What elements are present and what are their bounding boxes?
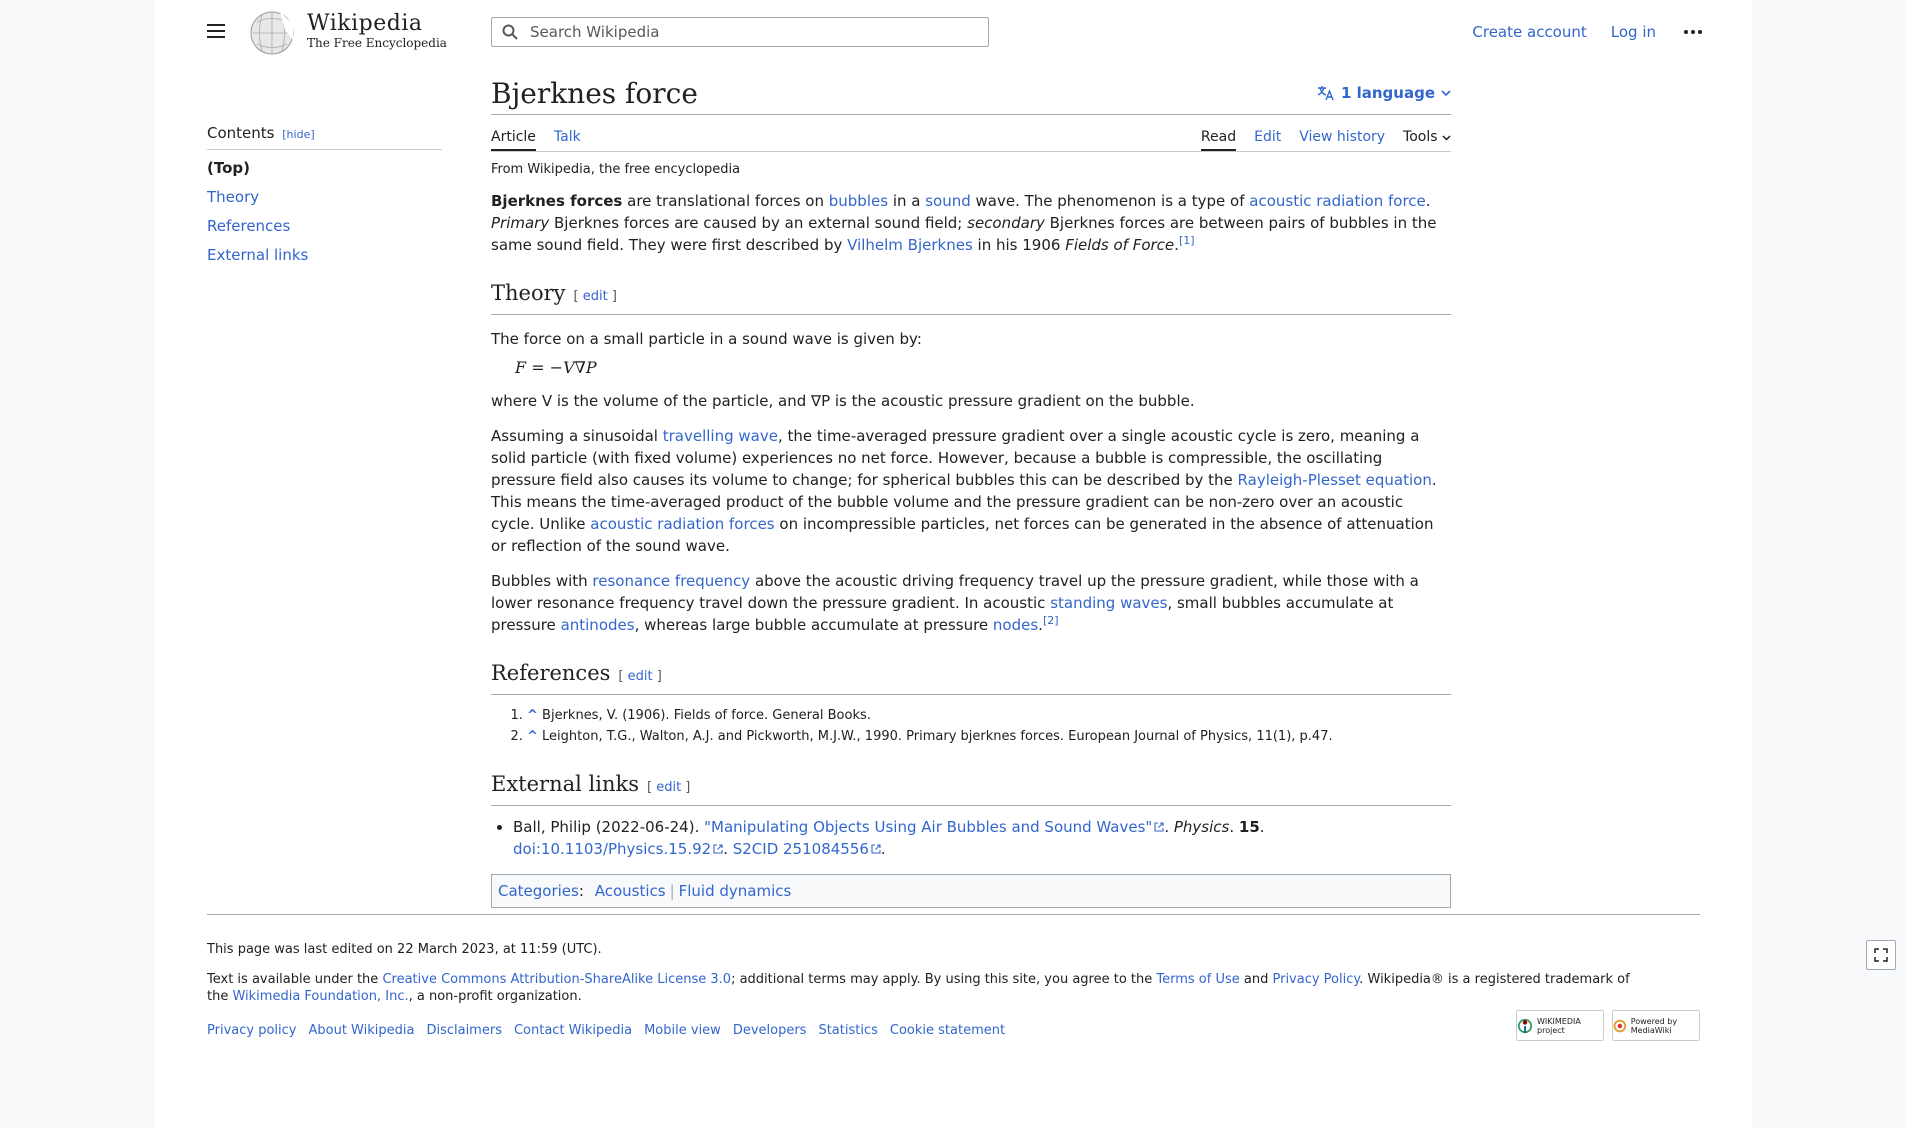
reference-text: Bjerknes, V. (1906). Fields of force. General Books. (542, 708, 871, 723)
text: . (880, 840, 886, 858)
article-content (491, 74, 1451, 908)
tools-menu[interactable] (1403, 115, 1451, 151)
footer-badges (1516, 1010, 1700, 1041)
footer-statistics[interactable]: Statistics (818, 1023, 878, 1038)
link-doi[interactable] (513, 840, 723, 858)
italic-text: secondary (967, 214, 1045, 232)
text: . This means the time-averaged product of the bubble volume and the pressure gradient can be non-zero over an acoustic cycle. Unlike (491, 471, 1437, 533)
text: Bjerknes forces are between pairs of bubbles in the same sound field. They were first described by (491, 214, 1437, 254)
footer-privacy-policy[interactable]: Privacy policy (207, 1023, 297, 1038)
link-cc-license[interactable]: Creative Commons Attribution-ShareAlike License 3.0 (382, 972, 732, 987)
tab-article[interactable]: Article (491, 115, 536, 151)
text: wave. The phenomenon is a type of (970, 192, 1250, 210)
external-link-icon (713, 844, 723, 854)
text: in a (888, 192, 926, 210)
footer (207, 914, 1700, 1038)
divider: | (669, 882, 675, 900)
footer-developers[interactable]: Developers (732, 1023, 807, 1038)
external-links-list (491, 816, 1451, 860)
chevron-down-icon (1441, 90, 1451, 97)
page-title: Bjerknes force (491, 77, 698, 110)
text: . (1259, 818, 1265, 836)
toc-item-external-links[interactable]: External links (207, 246, 309, 264)
list-item (513, 816, 1451, 860)
theory-paragraph-4 (491, 570, 1451, 636)
text: . (1425, 192, 1431, 210)
wordmark-tagline: The Free Encyclopedia (307, 36, 447, 50)
footer-cookie-statement[interactable]: Cookie statement (889, 1023, 1006, 1038)
backlink-caret[interactable]: ^ (527, 729, 538, 744)
page (155, 0, 1752, 1128)
wikimedia-badge-text: WIKIMEDIA project (1537, 1016, 1581, 1035)
text: . (1038, 616, 1043, 634)
toc-header (207, 124, 442, 150)
citation-1[interactable]: [1] (1178, 234, 1195, 247)
text: Ball, Philip (2022-06-24). (513, 818, 705, 836)
heading-text: External links (491, 772, 639, 796)
heading-text: References (491, 661, 611, 685)
reference-text: Leighton, T.G., Walton, A.J. and Pickworth, M.J.W., 1990. Primary bjerknes forces. European Journal of Physics, 11(1), p.47. (542, 729, 1333, 744)
text: . Wikipedia® is a registered trademark of the (207, 972, 1630, 1004)
section-heading-theory (491, 278, 1451, 315)
tab-talk[interactable]: Talk (553, 129, 581, 145)
footer-contact[interactable]: Contact Wikipedia (513, 1023, 633, 1038)
theory-paragraph-1: The force on a small particle in a sound wave is given by: (491, 330, 922, 348)
link-text: S2CID 251084556 (732, 840, 869, 858)
bold-term: Bjerknes forces (491, 192, 623, 210)
toc-hide-link[interactable]: [hide] (282, 128, 315, 141)
language-count: 1 language (1340, 84, 1435, 102)
site-subtitle: From Wikipedia, the free encyclopedia (491, 162, 741, 177)
fullscreen-icon (1874, 948, 1888, 962)
categories-box (491, 874, 1451, 908)
link-acoustic-radiation-force[interactable]: acoustic radiation force (1249, 192, 1426, 210)
more-options-icon[interactable] (1684, 30, 1702, 34)
edit-link[interactable]: edit (656, 780, 682, 795)
table-of-contents (207, 124, 442, 264)
text: ; additional terms may apply. By using this site, you agree to the (731, 972, 1157, 987)
translate-icon (1317, 85, 1335, 101)
link-standing-waves[interactable]: standing waves (1050, 594, 1168, 612)
create-account-link[interactable]: Create account (1472, 23, 1587, 41)
link-wikimedia-foundation[interactable]: Wikimedia Foundation, Inc. (232, 989, 409, 1004)
tools-label: Tools (1403, 129, 1438, 145)
edit-link[interactable]: edit (627, 669, 653, 684)
text: . (1164, 818, 1174, 836)
link-bubbles[interactable]: bubbles (828, 192, 889, 210)
text: and (1239, 972, 1273, 987)
toc-item-theory[interactable]: Theory (207, 188, 260, 206)
theory-paragraph-3 (491, 425, 1451, 557)
link-travelling-wave[interactable]: travelling wave (662, 427, 778, 445)
footer-mobile-view[interactable]: Mobile view (644, 1023, 721, 1038)
text: , a non-profit organization. (408, 989, 582, 1004)
section-heading-references (491, 658, 1451, 695)
footer-about[interactable]: About Wikipedia (308, 1023, 415, 1038)
reference-item (527, 726, 1451, 747)
link-text: doi:10.1103/Physics.15.92 (513, 840, 712, 858)
toc-item-references[interactable]: References (207, 217, 291, 235)
italic-text: Primary (491, 214, 550, 232)
toc-item-top[interactable]: (Top) (207, 159, 250, 177)
edit-section-theory: [ edit ] (573, 289, 617, 304)
link-terms-of-use[interactable]: Terms of Use (1156, 972, 1240, 987)
reference-list (491, 705, 1451, 747)
theory-paragraph-2: where V is the volume of the particle, and ∇P is the acoustic pressure gradient on the bubble. (491, 392, 1195, 410)
category-fluid-dynamics[interactable]: Fluid dynamics (678, 882, 792, 900)
wikipedia-globe-logo[interactable] (247, 10, 297, 56)
wordmark-name: Wikipedia (307, 11, 423, 36)
mediawiki-logo-icon (1613, 1017, 1627, 1035)
link-resonance-frequency[interactable]: resonance frequency (592, 572, 751, 590)
heading-text: Theory (491, 281, 566, 305)
text: . (1174, 236, 1179, 254)
text: on incompressible particles, net forces can be generated in the absence of attenuation or reflection of the sound wave. (491, 515, 1434, 555)
wikimedia-project-badge[interactable] (1516, 1010, 1604, 1041)
footer-links (207, 1023, 1700, 1038)
categories-link[interactable]: Categories (498, 882, 579, 900)
link-text: "Manipulating Objects Using Air Bubbles and Sound Waves" (704, 818, 1153, 836)
text: are translational forces on (622, 192, 829, 210)
log-in-link[interactable]: Log in (1610, 23, 1656, 41)
link-nodes[interactable]: nodes (992, 616, 1039, 634)
wikipedia-wordmark[interactable] (307, 12, 447, 50)
wikimedia-logo-icon (1517, 1017, 1533, 1035)
mediawiki-badge[interactable] (1612, 1010, 1700, 1041)
tab-read[interactable]: Read (1201, 115, 1236, 151)
category-acoustics[interactable]: Acoustics (594, 882, 666, 900)
text: in his 1906 (972, 236, 1066, 254)
link-antinodes[interactable]: antinodes (560, 616, 635, 634)
edit-link[interactable]: edit (582, 289, 608, 304)
text: , small bubbles accumulate at pressure (491, 594, 1394, 634)
italic-text: Fields of Force (1065, 236, 1175, 254)
colon: : (578, 882, 584, 900)
text: , whereas large bubble accumulate at pressure (634, 616, 993, 634)
search-icon (502, 24, 518, 40)
external-link-icon (871, 844, 881, 854)
link-privacy-policy[interactable]: Privacy Policy (1272, 972, 1360, 987)
link-vilhelm-bjerknes[interactable]: Vilhelm Bjerknes (847, 236, 973, 254)
mediawiki-badge-text: Powered by MediaWiki (1630, 1016, 1678, 1035)
text: . (723, 840, 733, 858)
language-button[interactable] (1317, 84, 1451, 102)
last-edited: This page was last edited on 22 March 2023, at 11:59 (UTC). (207, 942, 602, 957)
page-tabs (491, 115, 1451, 152)
main-menu-button[interactable] (207, 24, 225, 40)
text: . (1229, 818, 1239, 836)
text: , the time-averaged pressure gradient over a single acoustic cycle is zero, meaning a solid particle (with fixed volume) experiences no net force. However, because a bubble is compressible, the oscillating pressure field also causes its volume to change; for spherical bubbles this can be described by the (491, 427, 1420, 489)
reference-item (527, 705, 1451, 726)
intro-paragraph (491, 190, 1451, 256)
footer-disclaimers[interactable]: Disclaimers (426, 1023, 502, 1038)
expand-width-button[interactable] (1866, 940, 1896, 970)
text: above the acoustic driving frequency travel up the pressure gradient, while those with a lower resonance frequency travel down the pressure gradient. In acoustic (491, 572, 1419, 612)
section-heading-external-links (491, 769, 1451, 806)
text: Bjerknes forces are caused by an external sound field; (549, 214, 968, 232)
link-rayleigh-plesset[interactable]: Rayleigh-Plesset equation (1237, 471, 1432, 489)
tab-view-history[interactable]: View history (1299, 129, 1386, 145)
italic-text: Physics (1173, 818, 1230, 836)
text: Assuming a sinusoidal (491, 427, 663, 445)
user-links (1448, 23, 1702, 41)
edit-section-references: [ edit ] (618, 669, 662, 684)
search-box[interactable] (491, 17, 989, 47)
link-s2cid[interactable] (733, 840, 881, 858)
text: Bubbles with (491, 572, 593, 590)
license-text (207, 971, 1637, 1005)
force-formula: F = −V∇P (515, 358, 597, 377)
chevron-down-icon (1442, 135, 1451, 141)
edit-section-external-links: [ edit ] (646, 780, 691, 795)
tab-edit[interactable]: Edit (1254, 129, 1282, 145)
toc-title: Contents (207, 124, 275, 142)
bold-text: 15 (1238, 818, 1260, 836)
link-acoustic-radiation-forces[interactable]: acoustic radiation forces (590, 515, 775, 533)
external-link-icon (1154, 822, 1164, 832)
search-input[interactable] (528, 22, 962, 42)
backlink-caret[interactable]: ^ (527, 708, 538, 723)
link-physics-article[interactable] (704, 818, 1164, 836)
link-sound[interactable]: sound (925, 192, 971, 210)
citation-2[interactable]: [2] (1042, 614, 1059, 627)
text: Text is available under the (207, 972, 383, 987)
